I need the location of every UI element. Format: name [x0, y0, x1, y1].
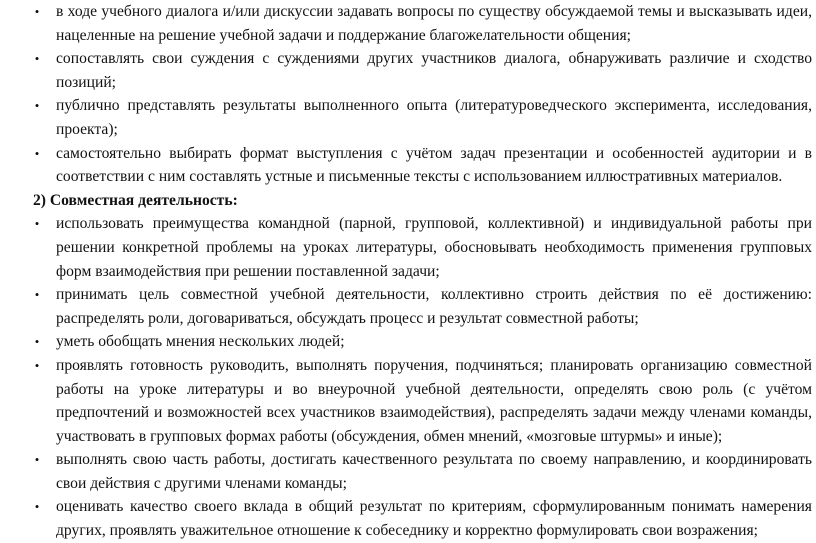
bullet-icon: •	[34, 98, 40, 114]
bullet-icon: •	[34, 357, 40, 373]
list-item-text: использовать преимущества командной (парной, групповой, коллективной) и индивидуальной работы при решении конкретной проблемы на уроках литературы, обосновывать необходимость применения групповых форм взаимодействия при решении поставленной задачи;	[56, 215, 812, 280]
list-item-text: самостоятельно выбирать формат выступления с учётом задач презентации и особенностей аудитории и в соответствии с ним составлять устные и письменные тексты с использованием иллюстративных материалов.	[56, 144, 812, 186]
list-item-text: выполнять свою часть работы, достигать качественного результата по своему направлению, и координировать свои действия с другими членами команды;	[56, 451, 812, 492]
list-item-text: публично представлять результаты выполненного опыта (литературоведческого эксперимента, исследования, проекта);	[56, 97, 812, 138]
joint-activity-list	[0, 212, 816, 542]
bullet-icon: •	[34, 145, 40, 161]
bullet-icon: •	[34, 4, 40, 19]
list-item	[0, 142, 816, 189]
bullet-icon: •	[34, 499, 40, 515]
list-item-text: сопоставлять свои суждения с суждениями других участников диалога, обнаруживать различие и сходство позиций;	[56, 50, 812, 91]
bullet-icon: •	[34, 287, 40, 303]
list-item	[0, 330, 816, 354]
list-item	[0, 212, 816, 283]
list-item	[0, 47, 816, 94]
bullet-icon: •	[34, 216, 40, 232]
list-item	[0, 0, 816, 47]
list-item-text: уметь обобщать мнения нескольких людей;	[56, 333, 345, 351]
list-item	[0, 495, 816, 542]
list-item-text: оценивать качество своего вклада в общий результат по критериям, сформулированным понимать намерения других, проявлять уважительное отношение к собеседнику и корректно формулировать свои возражения;	[56, 498, 812, 540]
communication-skills-list	[0, 0, 816, 189]
list-item-text: проявлять готовность руководить, выполнять поручения, подчиняться; планировать организацию совместной работы на уроке литературы и во внеурочной учебной деятельности, определять свою роль (с учётом предпочтений и возможностей всех участников взаимодействия), распределять задачи между членами команды, участвовать в групповых формах работы (обсуждения, обмен мнений, «мозговые штурмы» и иные);	[56, 356, 812, 445]
list-item	[0, 354, 816, 448]
bullet-icon: •	[34, 51, 40, 67]
list-item	[0, 94, 816, 141]
list-item-text: принимать цель совместной учебной деятельности, коллективно строить действия по её достижению: распределять роли, договариваться, обсуждать процесс и результат совместной работы;	[56, 286, 812, 327]
bullet-icon: •	[34, 334, 40, 350]
list-item	[0, 448, 816, 495]
section-heading: 2) Совместная деятельность:	[33, 191, 238, 209]
bullet-icon: •	[34, 452, 40, 468]
list-item-text: в ходе учебного диалога и/или дискуссии задавать вопросы по существу обсуждаемой темы и высказывать идеи, нацеленные на решение учебной задачи и поддержание благожелательности общения;	[56, 3, 812, 44]
list-item	[0, 283, 816, 330]
